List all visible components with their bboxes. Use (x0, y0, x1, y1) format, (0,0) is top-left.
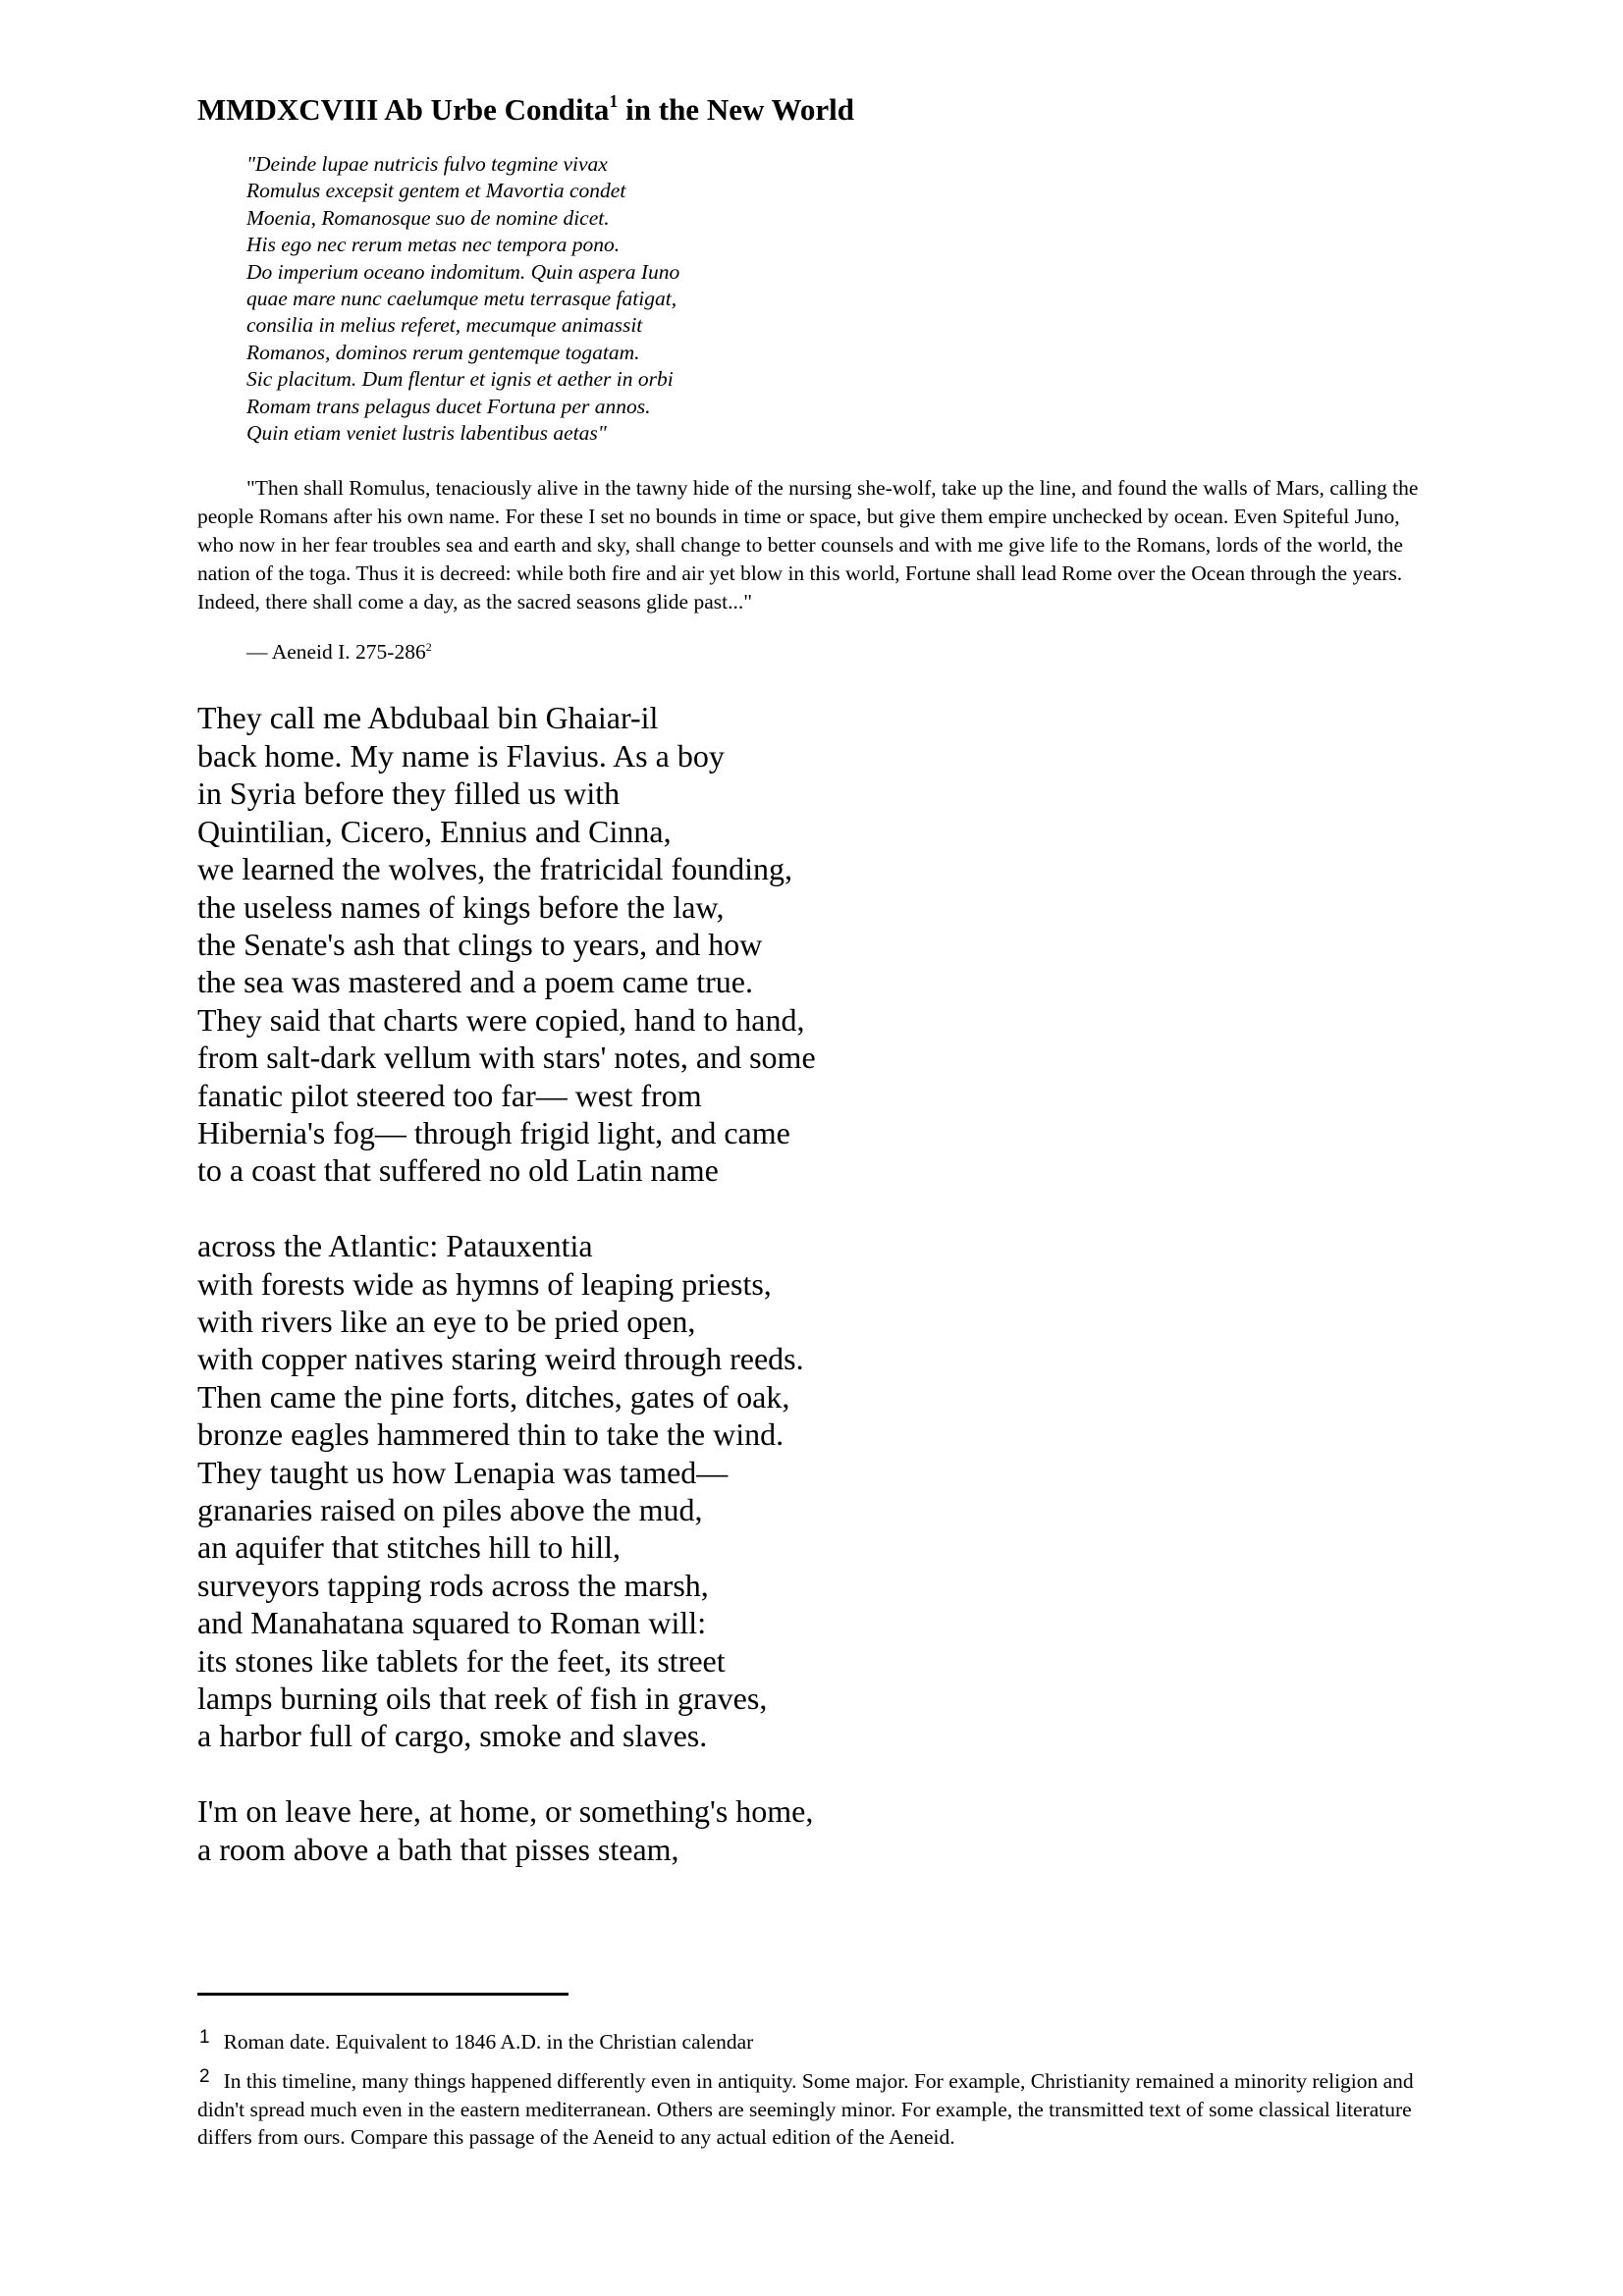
stanza-2 (197, 1227, 1444, 1755)
poem-line: and Manahatana squared to Roman will: (197, 1605, 707, 1641)
footnote-text: In this timeline, many things happened differently even in antiquity. Some major. For example, Christianity remained a minority religion and didn't spread much even in the eastern mediterranean. Others are seemingly minor. For example, the transmitted text of some classical literature differs from ours. Compare this passage of the Aeneid to any actual edition of the Aeneid. (197, 2069, 1414, 2150)
poem-line: bronze eagles hammered thin to take the wind. (197, 1416, 784, 1453)
poem-line: the useless names of kings before the law, (197, 888, 725, 925)
poem-line: lamps burning oils that reek of fish in graves, (197, 1681, 768, 1717)
latin-line: His ego nec rerum metas nec tempora pono. (246, 233, 621, 257)
citation-text: — Aeneid I. 275-286 (246, 640, 426, 665)
page-title (197, 90, 1444, 130)
poem-line: Quintilian, Cicero, Ennius and Cinna, (197, 813, 672, 849)
poem-line: its stones like tablets for the feet, its street (197, 1642, 726, 1679)
latin-line: Quin etiam veniet lustris labentibus aetas" (246, 421, 607, 446)
latin-line: Do imperium oceano indomitum. Quin aspera Iuno (246, 259, 680, 284)
document-page (197, 90, 1444, 1905)
latin-line: Romulus excepsit gentem et Mavortia condet (246, 179, 626, 203)
latin-line: Moenia, Romanosque suo de nomine dicet. (246, 205, 610, 230)
poem-line: we learned the wolves, the fratricidal founding, (197, 851, 792, 887)
latin-line: quae mare nunc caelumque metu terrasque fatigat, (246, 287, 677, 311)
poem-line: I'm on leave here, at home, or something's home, (197, 1793, 814, 1830)
latin-line: Romanos, dominos rerum gentemque togatam. (246, 340, 640, 364)
latin-line: Romam trans pelagus ducet Fortuna per annos. (246, 394, 651, 418)
poem-line: with copper natives staring weird through reeds. (197, 1341, 804, 1377)
poem-line: with forests wide as hymns of leaping priests, (197, 1265, 772, 1302)
poem-line: the Senate's ash that clings to years, and how (197, 926, 763, 962)
title-text: MMDXCVIII Ab Urbe Condita (197, 92, 610, 127)
latin-line: Sic placitum. Dum flentur et ignis et aether in orbi (246, 367, 674, 392)
poem-line: with rivers like an eye to be pried open, (197, 1303, 696, 1339)
poem-line: They call me Abdubaal bin Ghaiar-il (197, 700, 659, 736)
footnote-1 (197, 2024, 1444, 2056)
poem-line: to a coast that suffered no old Latin name (197, 1152, 719, 1189)
poem-line: a room above a bath that pisses steam, (197, 1831, 679, 1867)
poem-line: back home. My name is Flavius. As a boy (197, 737, 725, 774)
footnote-number: 2 (199, 2066, 210, 2088)
footnote-text: Roman date. Equivalent to 1846 A.D. in the Christian calendar (223, 2030, 754, 2054)
footnote-divider (197, 1993, 568, 1996)
stanza-3 (197, 1792, 1444, 1868)
poem-line: across the Atlantic: Patauxentia (197, 1228, 593, 1264)
latin-line: "Deinde lupae nutricis fulvo tegmine vivax (246, 152, 608, 176)
citation-footnote-ref: 2 (425, 640, 432, 655)
poem-line: surveyors tapping rods across the marsh, (197, 1567, 709, 1603)
poem-line: in Syria before they filled us with (197, 775, 621, 812)
latin-line: consilia in melius referet, mecumque animassit (246, 313, 643, 338)
poem-line: from salt-dark vellum with stars' notes, and some (197, 1040, 816, 1076)
poem-line: a harbor full of cargo, smoke and slaves. (197, 1718, 708, 1754)
poem-line: Hibernia's fog— through frigid light, and came (197, 1114, 790, 1150)
poem-line: the sea was mastered and a poem came true. (197, 964, 753, 1000)
footnote-2 (197, 2063, 1444, 2151)
poem-line: an aquifer that stitches hill to hill, (197, 1529, 622, 1566)
poem-line: Then came the pine forts, ditches, gates of oak, (197, 1378, 790, 1415)
poem (197, 699, 1444, 1868)
poem-line: granaries raised on piles above the mud, (197, 1491, 703, 1527)
epigraph-translation: "Then shall Romulus, tenaciously alive in the tawny hide of the nursing she-wolf, take up the line, and found the walls of Mars, calling the people Romans after his own name. For these I set no bounds in time or space, but give them empire unchecked by ocean. Even Spiteful Juno, who now in her fear troubles sea and earth and sky, shall change to better counsels and with me give life to the Romans, lords of the world, the nation of the toga. Thus it is decreed: while both fire and air yet blow in this world, Fortune shall lead Rome over the Ocean through the years. Indeed, there shall come a day, as the sacred seasons glide past..." (197, 476, 1419, 614)
poem-line: fanatic pilot steered too far— west from (197, 1077, 702, 1113)
footnotes (197, 2024, 1444, 2160)
poem-line: They taught us how Lenapia was tamed— (197, 1454, 729, 1490)
title-text-after: in the New World (618, 92, 854, 127)
stanza-1 (197, 699, 1444, 1189)
poem-line: They said that charts were copied, hand to hand, (197, 1001, 805, 1038)
latin-epigraph (246, 151, 1444, 447)
title-footnote-ref: 1 (609, 90, 619, 111)
epigraph-citation (246, 638, 1444, 666)
footnote-number: 1 (199, 2027, 210, 2048)
